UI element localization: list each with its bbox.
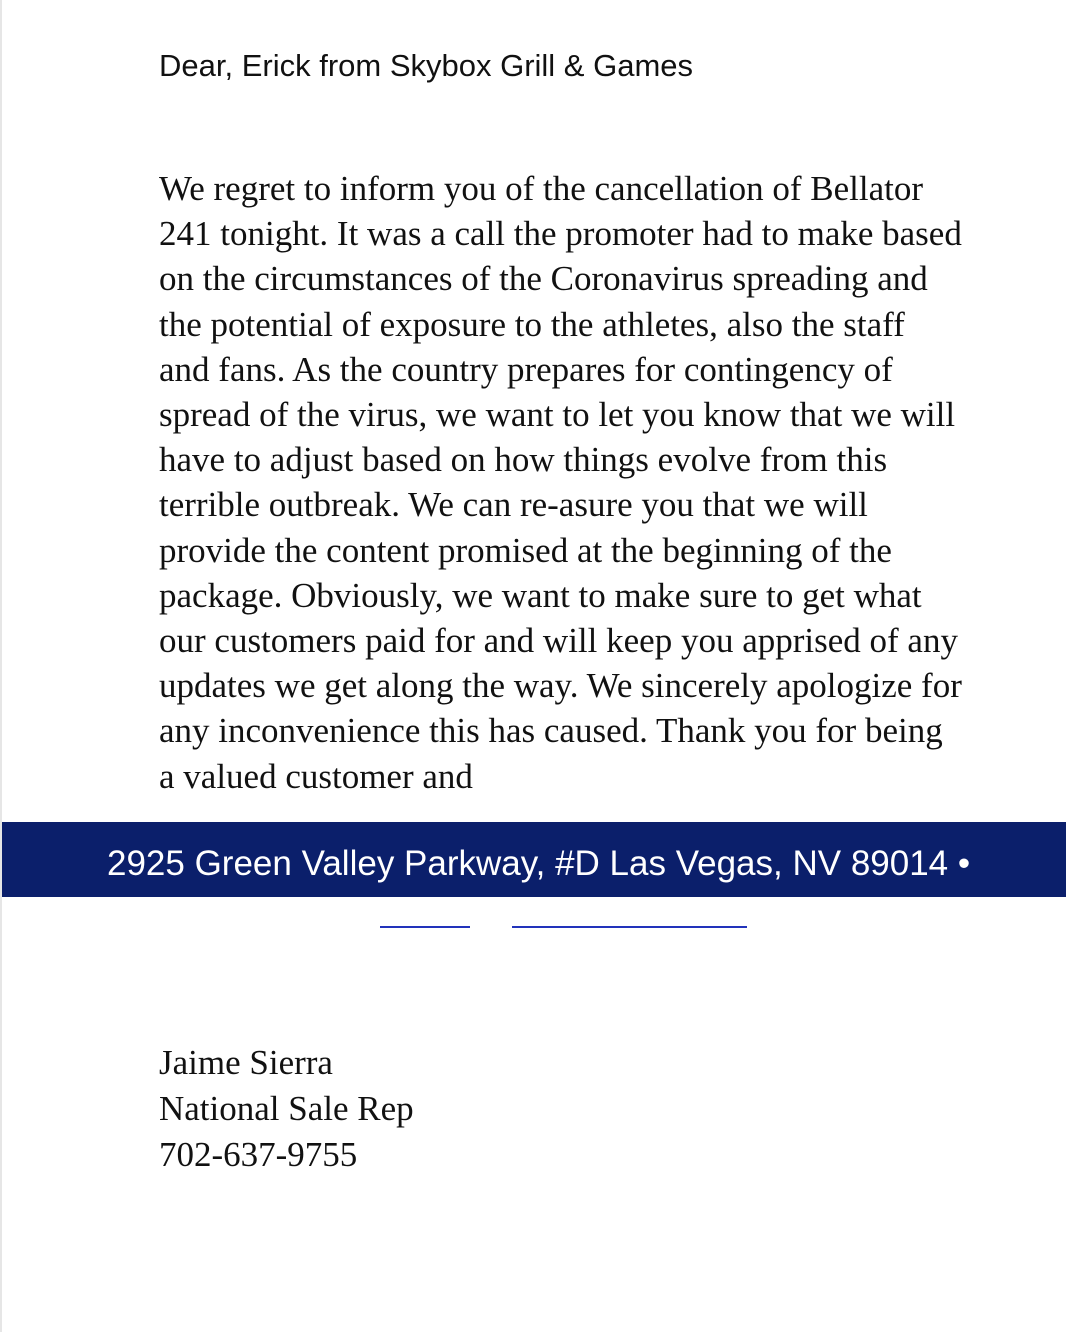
message-body-container — [159, 166, 989, 823]
signature-block — [159, 1040, 414, 1178]
page-edge — [0, 0, 2, 1332]
signature-title: National Sale Rep — [159, 1089, 414, 1128]
footer-banner — [2, 822, 1066, 897]
footer-link-underline[interactable] — [380, 926, 470, 928]
signature-phone[interactable]: 702-637-9755 — [159, 1135, 358, 1174]
signature-name: Jaime Sierra — [159, 1043, 333, 1082]
footer-link-underline[interactable] — [512, 926, 747, 928]
footer-address: 2925 Green Valley Parkway, #D Las Vegas, NV 89014 • — [107, 844, 971, 883]
message-body: We regret to inform you of the cancellation of Bellator 241 tonight. It was a call the promoter had to make based on the circumstances of the Coronavirus spreading and the potential of exposure to the athletes, also the staff and fans. As the country prepares for contingency of spread of the virus, we want to let you know that we will have to adjust based on how things evolve from this terrible outbreak. We can re-asure you that we will provide the content promised at the beginning of the package. Obviously, we want to make sure to get what our customers paid for and will keep you apprised of any updates we get along the way. We sincerely apologize for any inconvenience this has caused. Thank you for being a valued customer and — [159, 169, 962, 796]
greeting: Dear, Erick from Skybox Grill & Games — [159, 48, 694, 83]
